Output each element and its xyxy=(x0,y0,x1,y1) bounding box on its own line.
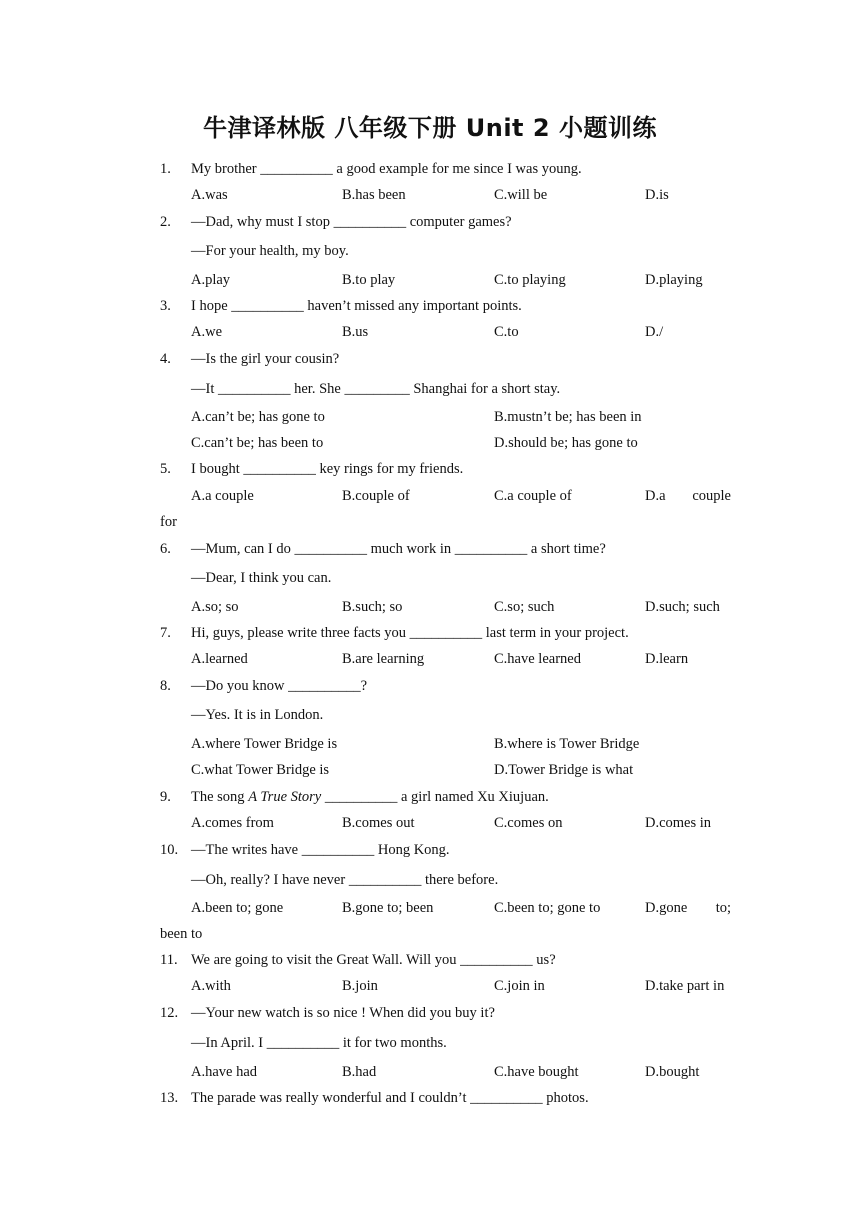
question-stem: I bought __________ key rings for my friends. xyxy=(191,461,464,477)
question-stem: The parade was really wonderful and I couldn’t __________ photos. xyxy=(191,1090,589,1106)
question-stem: —Do you know __________? xyxy=(191,678,368,694)
question-number: 11. xyxy=(160,952,178,968)
question-number: 8. xyxy=(160,678,171,694)
question-number: 7. xyxy=(160,625,171,641)
option-d[interactable]: D.learn xyxy=(645,651,689,667)
option-b[interactable]: B.had xyxy=(342,1064,377,1080)
option-b[interactable]: B.are learning xyxy=(342,651,425,667)
option-a[interactable]: A.we xyxy=(191,324,223,340)
option-d-part: couple xyxy=(692,488,731,504)
option-c[interactable]: C.to xyxy=(494,324,519,340)
question-number: 3. xyxy=(160,298,171,314)
option-d[interactable]: D.Tower Bridge is what xyxy=(494,762,634,778)
option-d-wrap: been to xyxy=(160,926,203,942)
stem-text: The song xyxy=(191,789,249,805)
question-stem: —The writes have __________ Hong Kong. xyxy=(191,842,450,858)
option-b[interactable]: B.comes out xyxy=(342,815,415,831)
option-d[interactable]: D.comes in xyxy=(645,815,712,831)
option-a[interactable]: A.where Tower Bridge is xyxy=(191,736,338,752)
option-b[interactable]: B.has been xyxy=(342,187,406,203)
option-c[interactable]: C.have learned xyxy=(494,651,581,667)
question-stem: —Is the girl your cousin? xyxy=(191,351,340,367)
question-stem: Hi, guys, please write three facts you __________ last term in your project. xyxy=(191,625,629,641)
question-stem: My brother __________ a good example for me since I was young. xyxy=(191,161,582,177)
question-reply: —Yes. It is in London. xyxy=(191,707,324,723)
option-a[interactable]: A.learned xyxy=(191,651,248,667)
question-number: 13. xyxy=(160,1090,179,1106)
option-d-part: to; xyxy=(715,900,731,916)
option-a[interactable]: A.been to; gone xyxy=(191,900,284,916)
option-d-part: D.a xyxy=(645,488,666,504)
option-d[interactable]: D.is xyxy=(645,187,669,203)
option-d-part: D.gone xyxy=(645,900,688,916)
question-reply: —It __________ her. She _________ Shanghai for a short stay. xyxy=(191,381,561,397)
option-d[interactable] xyxy=(645,487,731,505)
option-c[interactable]: C.comes on xyxy=(494,815,563,831)
option-c[interactable]: C.what Tower Bridge is xyxy=(191,762,330,778)
option-a[interactable]: A.comes from xyxy=(191,815,274,831)
question-reply: —In April. I __________ it for two months. xyxy=(191,1035,447,1051)
option-b[interactable]: B.where is Tower Bridge xyxy=(494,736,640,752)
option-d-wrap: for xyxy=(160,514,177,530)
option-b[interactable]: B.couple of xyxy=(342,488,410,504)
option-d[interactable]: D.playing xyxy=(645,272,703,288)
option-d[interactable]: D.take part in xyxy=(645,978,725,994)
option-a[interactable]: A.a couple xyxy=(191,488,254,504)
option-d[interactable] xyxy=(645,899,731,917)
option-c[interactable]: C.join in xyxy=(494,978,545,994)
question-number: 5. xyxy=(160,461,171,477)
option-a[interactable]: A.was xyxy=(191,187,228,203)
option-b[interactable]: B.us xyxy=(342,324,369,340)
option-a[interactable]: A.with xyxy=(191,978,231,994)
question-reply: —Dear, I think you can. xyxy=(191,570,332,586)
song-title: A True Story xyxy=(248,789,322,805)
option-c[interactable]: C.a couple of xyxy=(494,488,572,504)
stem-text: __________ a girl named Xu Xiujuan. xyxy=(321,789,549,805)
question-stem: I hope __________ haven’t missed any important points. xyxy=(191,298,522,314)
question-number: 1. xyxy=(160,161,171,177)
question-number: 9. xyxy=(160,789,171,805)
option-c[interactable]: C.have bought xyxy=(494,1064,579,1080)
question-reply: —For your health, my boy. xyxy=(191,243,349,259)
option-c[interactable]: C.can’t be; has been to xyxy=(191,435,324,451)
option-b[interactable]: B.gone to; been xyxy=(342,900,434,916)
option-d[interactable]: D./ xyxy=(645,324,664,340)
question-stem: —Your new watch is so nice ! When did you buy it? xyxy=(191,1005,495,1021)
question-stem xyxy=(191,788,549,806)
question-number: 10. xyxy=(160,842,179,858)
question-number: 12. xyxy=(160,1005,179,1021)
question-number: 6. xyxy=(160,541,171,557)
option-b[interactable]: B.such; so xyxy=(342,599,403,615)
option-c[interactable]: C.so; such xyxy=(494,599,555,615)
option-d[interactable]: D.should be; has gone to xyxy=(494,435,638,451)
option-a[interactable]: A.have had xyxy=(191,1064,258,1080)
option-c[interactable]: C.will be xyxy=(494,187,548,203)
question-number: 2. xyxy=(160,214,171,230)
question-stem: We are going to visit the Great Wall. Will you __________ us? xyxy=(191,952,556,968)
question-number: 4. xyxy=(160,351,171,367)
option-d[interactable]: D.such; such xyxy=(645,599,720,615)
option-a[interactable]: A.can’t be; has gone to xyxy=(191,409,325,425)
option-d[interactable]: D.bought xyxy=(645,1064,700,1080)
option-b[interactable]: B.to play xyxy=(342,272,396,288)
question-stem: —Mum, can I do __________ much work in __________ a short time? xyxy=(191,541,606,557)
question-stem: —Dad, why must I stop __________ computer games? xyxy=(191,214,512,230)
option-b[interactable]: B.join xyxy=(342,978,378,994)
question-reply: —Oh, really? I have never __________ there before. xyxy=(191,872,499,888)
option-c[interactable]: C.to playing xyxy=(494,272,566,288)
option-a[interactable]: A.play xyxy=(191,272,231,288)
option-c[interactable]: C.been to; gone to xyxy=(494,900,601,916)
option-a[interactable]: A.so; so xyxy=(191,599,239,615)
page-title: 牛津译林版 八年级下册 Unit 2 小题训练 xyxy=(203,114,657,142)
option-b[interactable]: B.mustn’t be; has been in xyxy=(494,409,642,425)
